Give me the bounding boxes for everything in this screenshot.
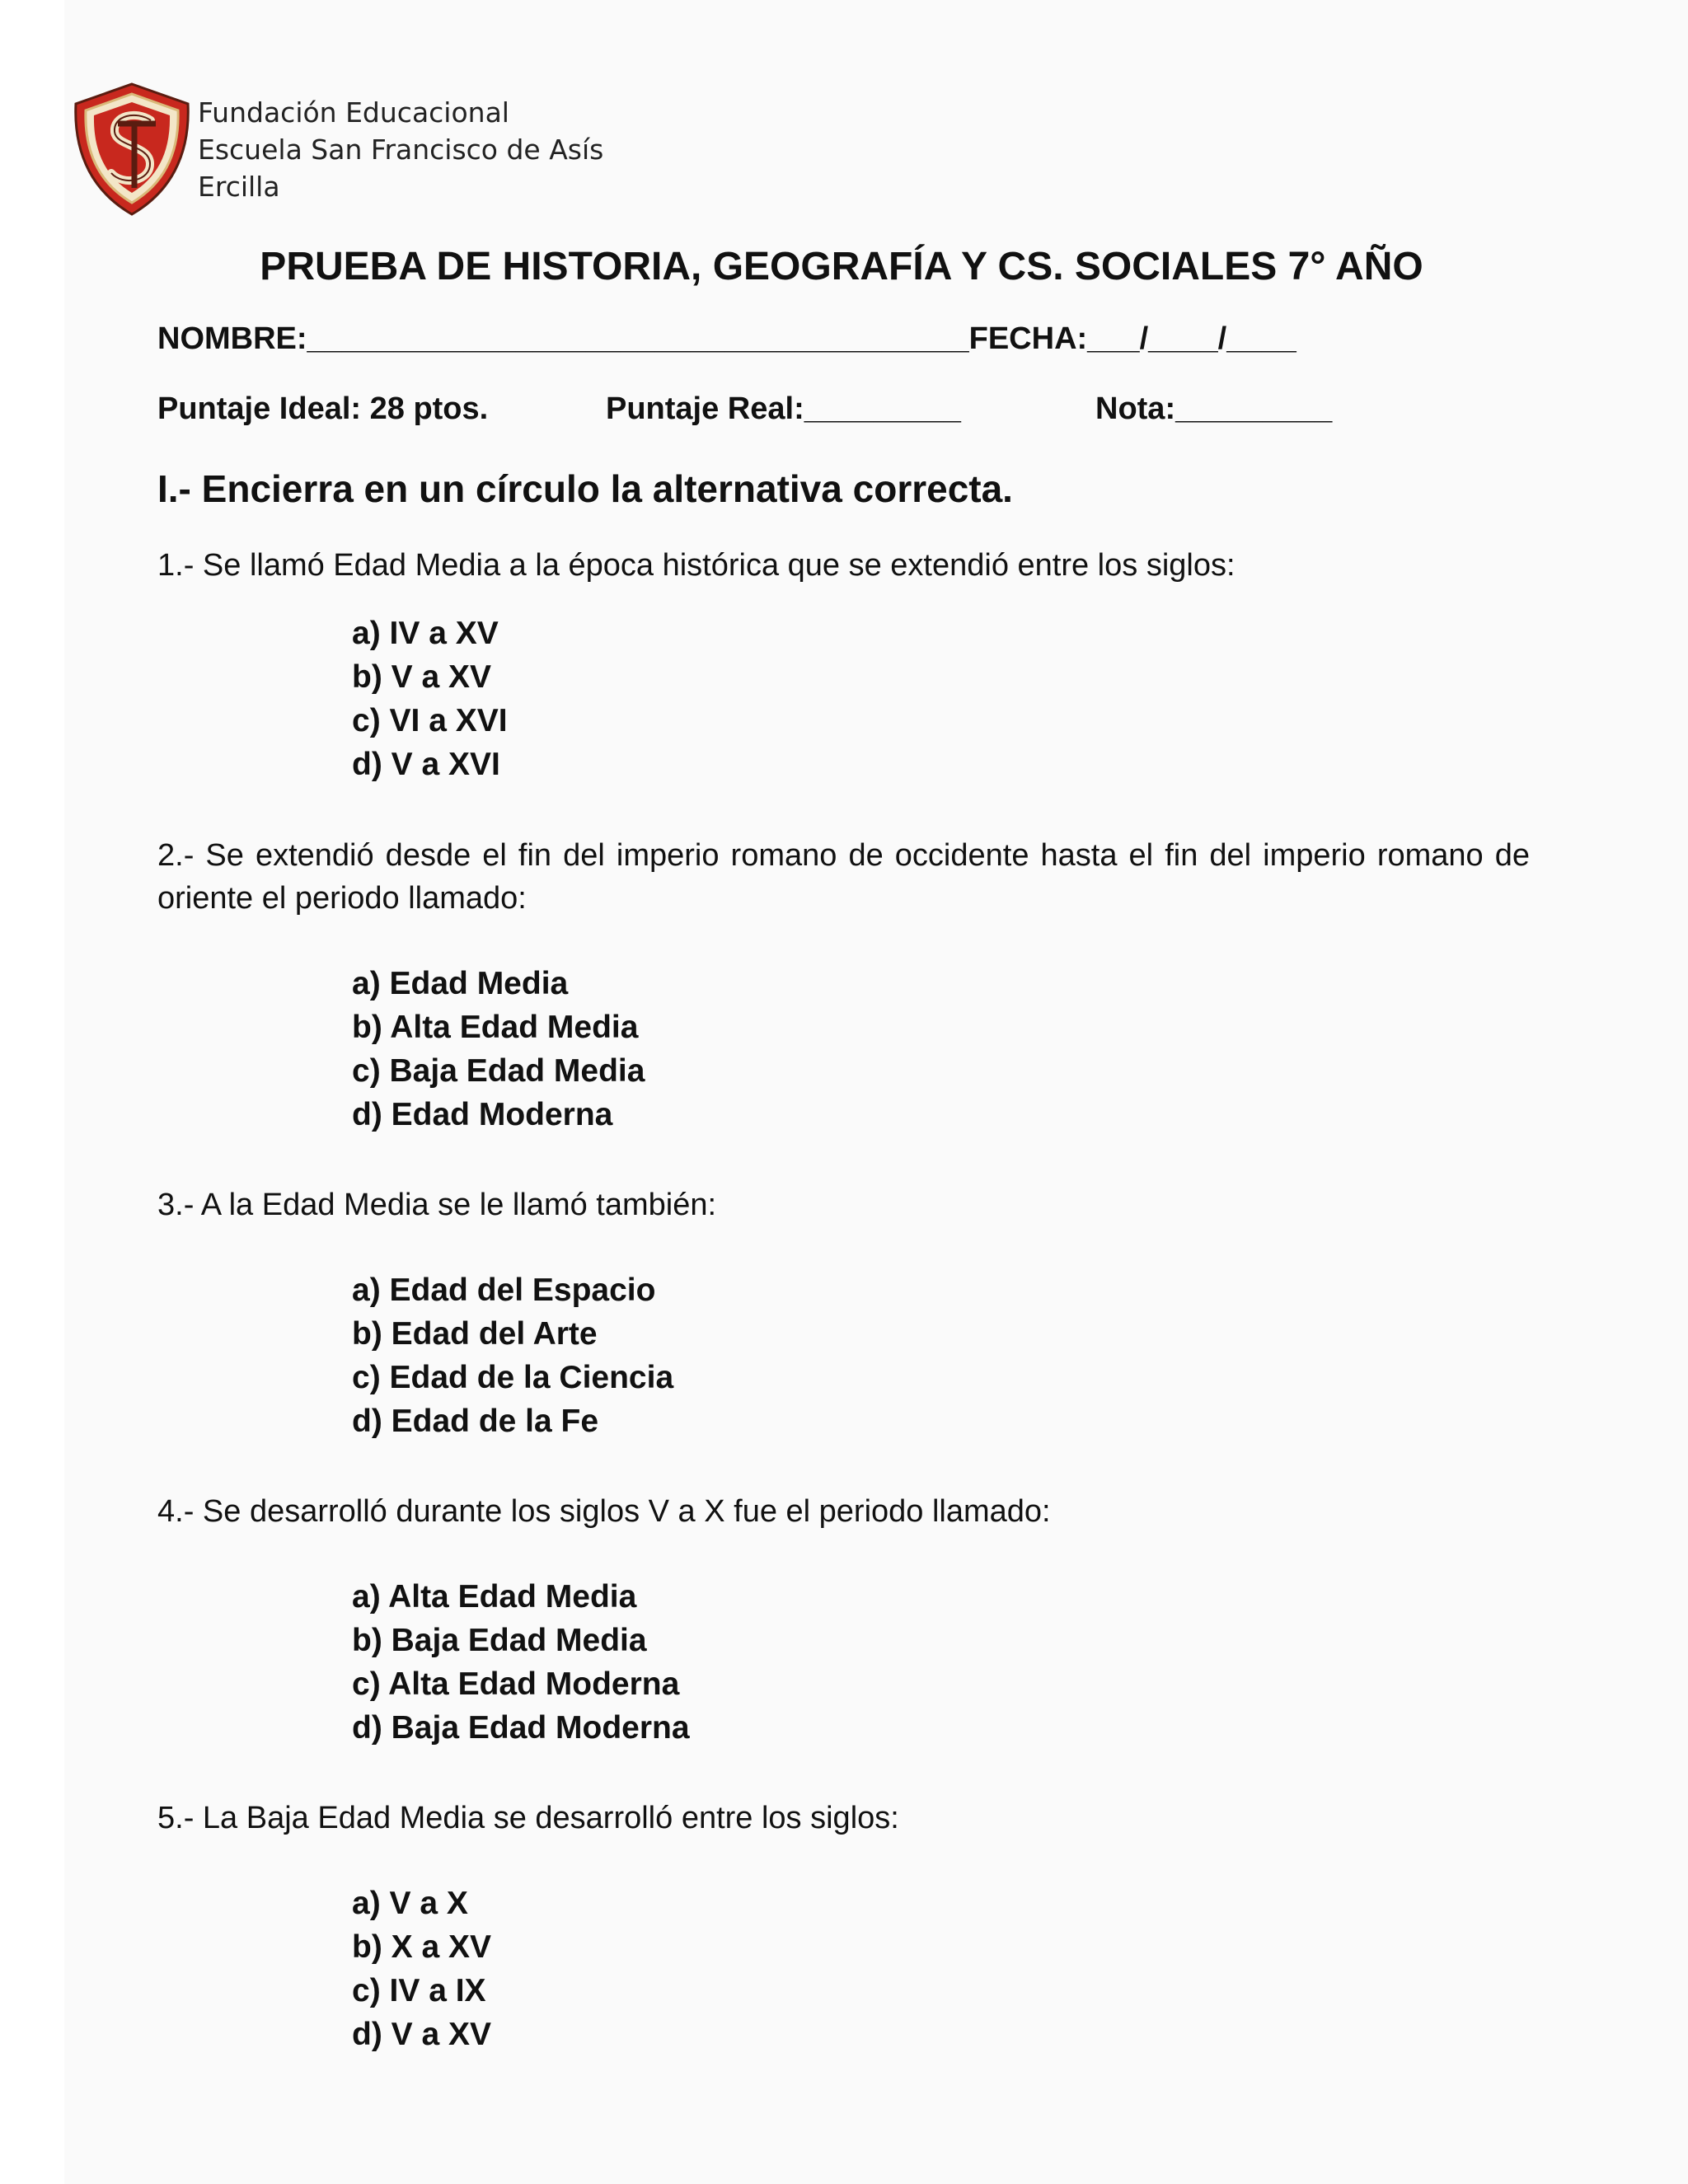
option-c[interactable]: c) Edad de la Ciencia [352, 1360, 674, 1395]
option-a[interactable]: a) Edad del Espacio [352, 1272, 656, 1308]
school-name: Escuela San Francisco de Asís [198, 134, 604, 166]
question-2-options [352, 962, 645, 1137]
option-d[interactable]: d) Baja Edad Moderna [352, 1710, 690, 1746]
institution-block [198, 94, 603, 205]
option-d[interactable]: d) Edad de la Fe [352, 1404, 599, 1439]
date-field[interactable]: FECHA:___/____/____ [968, 321, 1296, 356]
test-title: PRUEBA DE HISTORIA, GEOGRAFÍA Y CS. SOCIALES 7° AÑO [260, 245, 1423, 288]
question-4: 4.- Se desarrolló durante los siglos V a X fue el periodo llamado: [157, 1494, 1051, 1529]
school-location: Ercilla [198, 171, 280, 203]
option-d[interactable]: d) V a XV [352, 2017, 492, 2052]
option-c[interactable]: c) IV a IX [352, 1973, 486, 2008]
option-c[interactable]: c) Alta Edad Moderna [352, 1666, 680, 1702]
option-a[interactable]: a) Alta Edad Media [352, 1579, 637, 1615]
option-d[interactable]: d) V a XVI [352, 747, 500, 782]
section-heading: I.- Encierra en un círculo la alternativa correcta. [157, 467, 1013, 510]
option-d[interactable]: d) Edad Moderna [352, 1097, 613, 1132]
question-3-options [352, 1268, 673, 1443]
name-date-row [157, 321, 1296, 357]
question-4-options [352, 1575, 690, 1750]
option-b[interactable]: b) Baja Edad Media [352, 1623, 647, 1658]
real-score-field[interactable]: Puntaje Real:_________ [606, 391, 961, 426]
option-b[interactable]: b) Alta Edad Media [352, 1010, 639, 1045]
name-field[interactable]: NOMBRE:______________________________________ [157, 321, 969, 356]
ideal-score: Puntaje Ideal: 28 ptos. [157, 391, 489, 426]
option-a[interactable]: a) Edad Media [352, 966, 569, 1001]
page-margin [0, 0, 64, 2184]
school-crest-logo [70, 81, 194, 217]
institution-name: Fundación Educacional [198, 96, 509, 129]
option-b[interactable]: b) X a XV [352, 1929, 492, 1965]
question-1-options [352, 612, 508, 786]
option-c[interactable]: c) Baja Edad Media [352, 1053, 645, 1089]
question-2: 2.- Se extendió desde el fin del imperio romano de occidente hasta el fin del imperio romano de oriente el periodo llamado: [157, 838, 1530, 916]
option-a[interactable]: a) IV a XV [352, 616, 499, 651]
question-1: 1.- Se llamó Edad Media a la época histórica que se extendió entre los siglos: [157, 548, 1236, 583]
option-b[interactable]: b) V a XV [352, 659, 492, 695]
grade-field[interactable]: Nota:_________ [1095, 391, 1333, 426]
option-b[interactable]: b) Edad del Arte [352, 1316, 598, 1352]
option-c[interactable]: c) VI a XVI [352, 703, 508, 738]
question-3: 3.- A la Edad Media se le llamó también: [157, 1188, 717, 1222]
question-5-options [352, 1882, 491, 2056]
question-5: 5.- La Baja Edad Media se desarrolló entre los siglos: [157, 1801, 899, 1835]
option-a[interactable]: a) V a X [352, 1886, 468, 1921]
